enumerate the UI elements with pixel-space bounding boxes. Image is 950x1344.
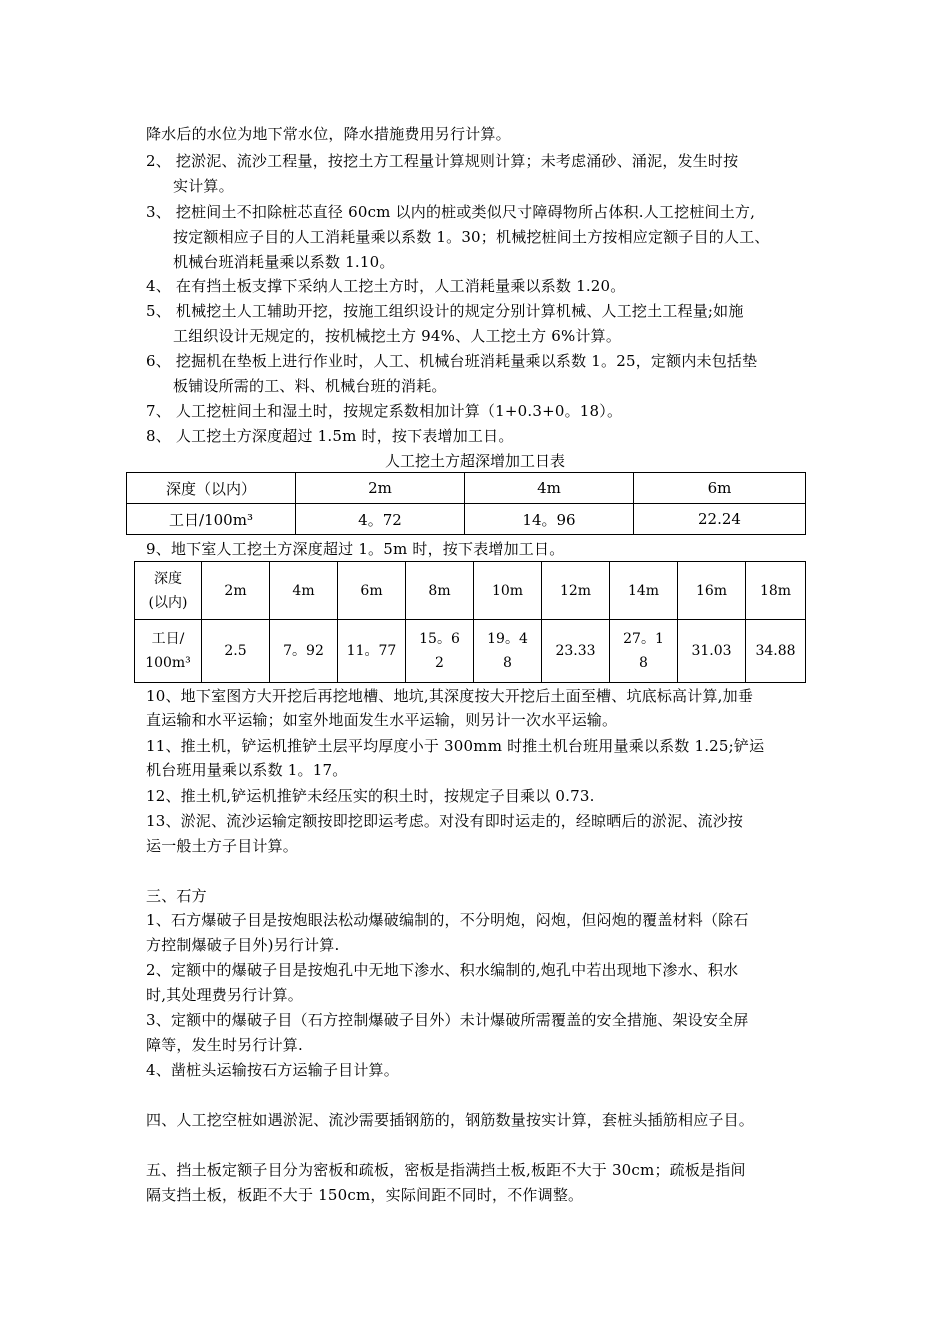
list-item-11: 11、推土机，铲运机推铲土层平均厚度小于 300mm 时推土机台班用量乘以系数 1.25;铲运 xyxy=(146,737,765,755)
list-item-2: 2、 挖淤泥、流沙工程量，按挖土方工程量计算规则计算；未考虑涌砂、涌泥，发生时按 xyxy=(146,152,739,170)
table-cell: 14。96 xyxy=(465,504,634,535)
table-cell xyxy=(338,620,406,683)
table-cell: 14m xyxy=(610,562,678,620)
list-item-9: 9、地下室人工挖土方深度超过 1。5m 时，按下表增加工日。 xyxy=(146,540,565,558)
table-cell: 10m xyxy=(474,562,542,620)
table-cell xyxy=(746,620,806,683)
list-item-3: 3、 挖桩间土不扣除桩芯直径 60cm 以内的桩或类似尺寸障碍物所占体积.人工挖桩间土方, xyxy=(146,203,756,221)
table-cell: 22.24 xyxy=(634,504,806,535)
stone-item-2-cont: 时,其处理费另行计算。 xyxy=(146,986,303,1004)
table-cell: 18m xyxy=(746,562,806,620)
list-item-5: 5、 机械挖土人工辅助开挖，按施工组织设计的规定分别计算机械、人工挖土工程量;如施 xyxy=(146,302,744,320)
stone-item-1-cont: 方控制爆破子目外)另行计算. xyxy=(146,936,340,954)
list-item-4: 4、 在有挡土板支撑下采纳人工挖土方时，人工消耗量乘以系数 1.20。 xyxy=(146,277,626,295)
table-cell-line: 23.33 xyxy=(555,643,596,659)
table-cell xyxy=(474,620,542,683)
table-cell: 12m xyxy=(542,562,610,620)
list-item-5-cont: 工组织设计无规定的，按机械挖土方 94%、人工挖土方 6%计算。 xyxy=(173,327,622,345)
table-row xyxy=(127,504,806,535)
stone-item-3: 3、定额中的爆破子目（石方控制爆破子目外）未计爆破所需覆盖的安全措施、架设安全屏 xyxy=(146,1011,749,1029)
table-cell: 4m xyxy=(270,562,338,620)
table-cell: 8m xyxy=(406,562,474,620)
section-five-cont: 隔支挡土板，板距不大于 150cm，实际间距不同时，不作调整。 xyxy=(146,1186,584,1204)
table-cell: 6m xyxy=(338,562,406,620)
table-cell-line: 11。77 xyxy=(346,643,397,659)
list-item-7: 7、 人工挖桩间土和湿土时，按规定系数相加计算（1+0.3+0。18）。 xyxy=(146,402,623,420)
table-cell-line: 27。1 xyxy=(623,631,664,647)
section-five: 五、挡土板定额子目分为密板和疏板，密板是指满挡土板,板距不大于 30cm；疏板是指间 xyxy=(146,1161,746,1179)
table-cell-line: 8 xyxy=(503,655,512,671)
table-cell: 6m xyxy=(634,473,806,504)
table1-caption: 人工挖土方超深增加工日表 xyxy=(384,452,565,470)
table-cell-line: 2.5 xyxy=(224,643,247,659)
table-cell-line: 15。6 xyxy=(419,631,460,647)
paragraph-line: 降水后的水位为地下常水位，降水措施费用另行计算。 xyxy=(146,125,511,143)
table-cell: 工日/100m³ xyxy=(127,504,296,535)
table-cell xyxy=(678,620,746,683)
table-cell-line: 8 xyxy=(639,655,648,671)
stone-item-3-cont: 障等，发生时另行计算. xyxy=(146,1036,303,1054)
table2-basement-overdepth xyxy=(134,561,806,683)
table-cell xyxy=(542,620,610,683)
list-item-11-cont: 机台班用量乘以系数 1。17。 xyxy=(146,761,348,779)
table-cell: 4。72 xyxy=(296,504,465,535)
list-item-6-cont: 板铺设所需的工、料、机械台班的消耗。 xyxy=(173,377,447,395)
table-row xyxy=(135,562,806,620)
table-row xyxy=(127,473,806,504)
list-item-6: 6、 挖掘机在垫板上进行作业时，人工、机械台班消耗量乘以系数 1。25，定额内未包括垫 xyxy=(146,352,758,370)
table-cell-line: 31.03 xyxy=(691,643,732,659)
table-row xyxy=(135,620,806,683)
table-cell xyxy=(406,620,474,683)
list-item-13-cont: 运一般土方子目计算。 xyxy=(146,837,299,855)
table-cell-line: (以内) xyxy=(148,594,188,611)
list-item-3-cont: 按定额相应子目的人工消耗量乘以系数 1。30；机械挖桩间土方按相应定额子目的人工、 xyxy=(173,228,770,246)
table1-overdepth xyxy=(126,472,806,535)
stone-item-2: 2、定额中的爆破子目是按炮孔中无地下渗水、积水编制的,炮孔中若出现地下渗水、积水 xyxy=(146,961,739,979)
stone-item-1: 1、石方爆破子目是按炮眼法松动爆破编制的，不分明炮，闷炮，但闷炮的覆盖材料（除石 xyxy=(146,911,749,929)
table-cell-line: 100m³ xyxy=(145,655,191,671)
table-cell-line: 2 xyxy=(435,655,444,671)
table-cell-line: 34.88 xyxy=(755,643,796,659)
table-cell xyxy=(270,620,338,683)
table-cell: 深度（以内） xyxy=(127,473,296,504)
table-cell-line: 7。92 xyxy=(283,643,324,659)
table-cell-line: 工日/ xyxy=(151,631,185,647)
table-cell xyxy=(610,620,678,683)
list-item-2-cont: 实计算。 xyxy=(173,177,234,195)
table-cell: 16m xyxy=(678,562,746,620)
table-cell xyxy=(135,562,202,620)
list-item-3-cont: 机械台班消耗量乘以系数 1.10。 xyxy=(173,253,395,271)
list-item-12: 12、推土机,铲运机推铲未经压实的积土时，按规定子目乘以 0.73. xyxy=(146,787,595,805)
table-cell xyxy=(202,620,270,683)
list-item-13: 13、淤泥、流沙运输定额按即挖即运考虑。对没有即时运走的，经晾晒后的淤泥、流沙按 xyxy=(146,812,744,830)
section-four: 四、人工挖空桩如遇淤泥、流沙需要插钢筋的，钢筋数量按实计算，套桩头插筋相应子目。 xyxy=(146,1111,755,1129)
table-cell-line: 19。4 xyxy=(487,631,528,647)
list-item-10-cont: 直运输和水平运输；如室外地面发生水平运输，则另计一次水平运输。 xyxy=(146,711,618,729)
list-item-10: 10、地下室图方大开挖后再挖地槽、地坑,其深度按大开挖后土面至槽、坑底标高计算,加垂 xyxy=(146,687,754,705)
list-item-8: 8、 人工挖土方深度超过 1.5m 时，按下表增加工日。 xyxy=(146,427,514,445)
stone-item-4: 4、凿桩头运输按石方运输子目计算。 xyxy=(146,1061,399,1079)
table-cell: 2m xyxy=(202,562,270,620)
table-cell: 2m xyxy=(296,473,465,504)
table-cell: 4m xyxy=(465,473,634,504)
table-cell-line: 深度 xyxy=(154,570,182,587)
table-cell xyxy=(135,620,202,683)
section-heading-stone: 三、石方 xyxy=(146,887,207,905)
